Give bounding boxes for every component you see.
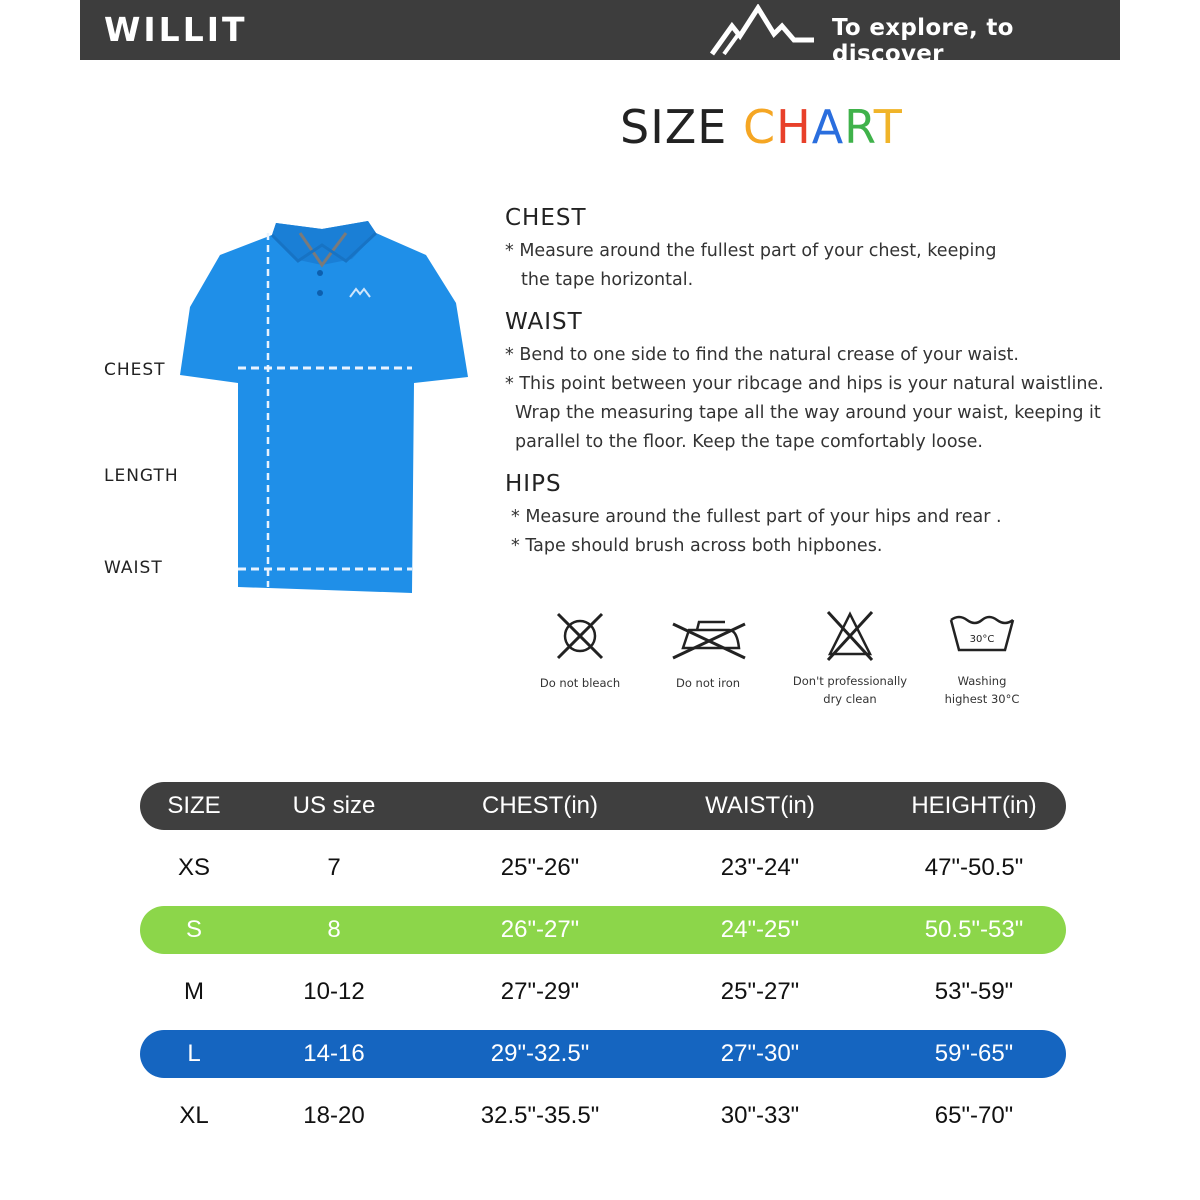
instruction-line: * Tape should brush across both hipbones. <box>511 536 883 556</box>
instruction-chest <box>505 205 1145 295</box>
table-cell: S <box>185 916 202 943</box>
title-letter: H <box>776 100 812 154</box>
table-cell: 50.5"-53" <box>924 916 1024 943</box>
mountain-icon <box>710 4 820 56</box>
size-table <box>140 782 1066 1154</box>
table-cell: 7 <box>327 854 341 881</box>
tagline: To explore, to discover <box>832 15 1014 67</box>
table-cell: 65"-70" <box>934 1102 1014 1129</box>
care-label: Do not iron <box>675 676 741 690</box>
table-cell: 53"-59" <box>934 978 1014 1005</box>
instruction-line: Wrap the measuring tape all the way around your waist, keeping it <box>515 403 1101 423</box>
table-cell: XS <box>177 854 210 881</box>
care-item-no-iron <box>660 608 756 692</box>
care-item-no-dry-clean <box>790 608 910 708</box>
table-cell: 27"-30" <box>720 1040 800 1067</box>
no-dry-clean-icon <box>822 608 878 664</box>
table-cell: 8 <box>327 916 341 943</box>
care-label: Don't professionally <box>792 674 908 688</box>
table-row <box>140 968 1066 1016</box>
section-heading: WAIST <box>505 309 583 335</box>
page-title <box>620 100 903 154</box>
title-letter: T <box>873 100 903 154</box>
wash-30-icon <box>947 608 1017 664</box>
instruction-hips <box>505 471 1145 561</box>
label-waist: WAIST <box>104 558 163 578</box>
header-bar <box>80 0 1120 67</box>
wash-temperature: 30°C <box>969 634 995 645</box>
table-row <box>140 844 1066 892</box>
instruction-line: parallel to the floor. Keep the tape comfortably loose. <box>515 432 983 452</box>
table-cell: 14-16 <box>303 1040 365 1067</box>
instruction-line: the tape horizontal. <box>521 270 694 290</box>
instruction-line: * Measure around the fullest part of your chest, keeping <box>505 241 997 261</box>
polo-shirt-illustration <box>180 215 470 605</box>
care-label: Washing <box>957 674 1007 688</box>
table-header-cell: WAIST(in) <box>705 792 815 819</box>
table-row <box>140 1092 1066 1140</box>
care-item-no-bleach <box>530 608 630 692</box>
table-cell: 29"-32.5" <box>490 1040 590 1067</box>
table-header-cell: SIZE <box>167 792 221 819</box>
table-cell: 32.5"-35.5" <box>480 1102 600 1129</box>
table-cell: 25"-27" <box>720 978 800 1005</box>
table-header-row <box>140 782 1066 830</box>
table-row <box>140 906 1066 954</box>
table-header-cell: US size <box>292 792 376 819</box>
label-length: LENGTH <box>104 466 179 486</box>
table-cell: 24"-25" <box>720 916 800 943</box>
instruction-waist <box>505 309 1145 457</box>
instruction-line: * Bend to one side to find the natural crease of your waist. <box>505 345 1019 365</box>
title-letter: A <box>811 100 845 154</box>
table-header-cell: CHEST(in) <box>481 792 598 819</box>
table-cell: 25"-26" <box>500 854 580 881</box>
table-cell: 26"-27" <box>500 916 580 943</box>
section-heading: CHEST <box>505 205 587 231</box>
section-heading: HIPS <box>505 471 562 497</box>
title-letter: C <box>742 100 777 154</box>
title-word-chart <box>743 100 903 154</box>
no-iron-icon <box>665 608 751 664</box>
table-cell: 23"-24" <box>720 854 800 881</box>
measurement-instructions <box>505 205 1145 575</box>
table-cell: 18-20 <box>303 1102 365 1129</box>
care-label: dry clean <box>823 692 877 706</box>
instruction-line: * This point between your ribcage and hips is your natural waistline. <box>505 374 1104 394</box>
care-item-wash-30 <box>935 608 1029 708</box>
table-cell: 27"-29" <box>500 978 580 1005</box>
table-row <box>140 1030 1066 1078</box>
title-letter: R <box>844 100 874 154</box>
table-cell: L <box>187 1040 201 1067</box>
care-label: Do not bleach <box>539 676 621 690</box>
table-cell: XL <box>179 1102 209 1129</box>
title-word-size: SIZE <box>620 100 728 154</box>
table-header-cell: HEIGHT(in) <box>911 792 1037 819</box>
table-cell: 59"-65" <box>934 1040 1014 1067</box>
table-cell: 30"-33" <box>720 1102 800 1129</box>
table-cell: 47"-50.5" <box>924 854 1024 881</box>
label-chest: CHEST <box>104 360 166 380</box>
no-bleach-icon <box>552 608 608 664</box>
brand-logo: WILLIT <box>104 10 248 49</box>
instruction-line: * Measure around the fullest part of your hips and rear . <box>511 507 1002 527</box>
table-cell: 10-12 <box>303 978 365 1005</box>
table-cell: M <box>184 978 204 1005</box>
care-label: highest 30°C <box>944 692 1020 706</box>
